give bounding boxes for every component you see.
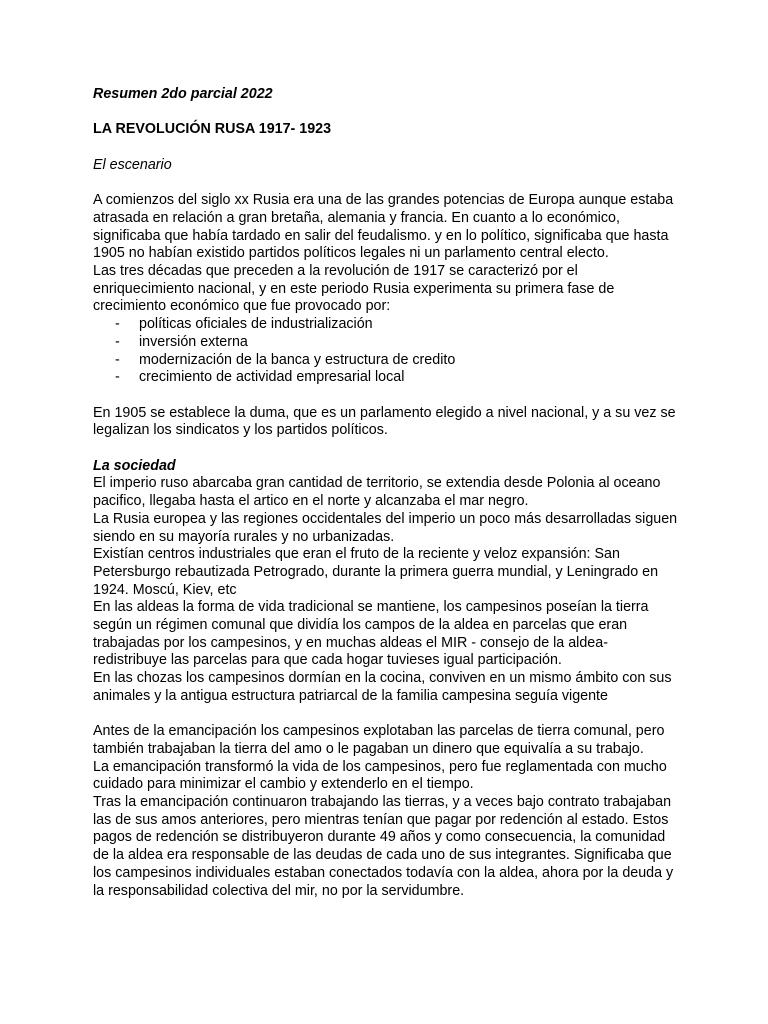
spacer: [93, 387, 708, 405]
text-line: En 1905 se establece la duma, que es un parlamento elegido a nivel nacional, y a su vez se: [93, 404, 676, 421]
text-line: siendo en su mayoría rurales y no urbanizadas.: [93, 528, 395, 545]
paragraph-intro: [93, 192, 708, 316]
spacer: [93, 104, 708, 122]
list-item: - inversión externa: [93, 334, 708, 352]
text-line: las de sus amos anteriores, pero mientras tenían que pagar por redención al estado. Estos: [93, 811, 669, 828]
spacer: [93, 139, 708, 157]
text-line: En las aldeas la forma de vida tradicional se mantiene, los campesinos poseían la tierra: [93, 599, 649, 616]
text-line: 1905 no habían existido partidos políticos legales ni un parlamento central electo.: [93, 245, 609, 262]
text-line: crecimiento económico que fue provocado por:: [93, 298, 391, 315]
text-line: redistribuye las parcelas para que cada hogar tuvieses igual participación.: [93, 652, 562, 669]
text-line: Las tres décadas que preceden a la revolución de 1917 se caracterizó por el: [93, 262, 578, 279]
list-item: - modernización de la banca y estructura de credito: [93, 352, 708, 370]
text-line: A comienzos del siglo xx Rusia era una de las grandes potencias de Europa aunque estaba: [93, 192, 674, 209]
text-line: significaba que había tardado en salir del feudalismo. y en lo político, significaba que hasta: [93, 227, 669, 244]
paragraph-sociedad: [93, 475, 708, 705]
text-line: La emancipación transformó la vida de los campesinos, pero fue reglamentada con mucho: [93, 758, 667, 775]
list-item: - crecimiento de actividad empresarial local: [93, 369, 708, 387]
text-line: los campesinos individuales estaban conectados todavía con la aldea, ahora por la deuda y: [93, 864, 674, 881]
text-line: La Rusia europea y las regiones occidentales del imperio un poco más desarrolladas siguen: [93, 510, 678, 527]
list-item: - políticas oficiales de industrialización: [93, 316, 708, 334]
paragraph-duma: [93, 405, 708, 440]
text-line: Antes de la emancipación los campesinos explotaban las parcelas de tierra comunal, pero: [93, 723, 665, 740]
text-line: pacifico, llegaba hasta el artico en el norte y alcanzaba el mar negro.: [93, 493, 529, 510]
growth-causes-list: [93, 316, 708, 387]
text-line: El imperio ruso abarcaba gran cantidad de territorio, se extendia desde Polonia al oceano: [93, 475, 661, 492]
paragraph-emancipacion: [93, 723, 708, 900]
section-heading: LA REVOLUCIÓN RUSA 1917- 1923: [93, 121, 332, 138]
spacer: [93, 174, 708, 192]
text-line: pagos de redención se distribuyeron durante 49 años y como consecuencia, la comunidad: [93, 829, 666, 846]
text-line: En las chozas los campesinos dormían en la cocina, conviven en un mismo ámbito con sus: [93, 670, 672, 687]
text-line: atrasada en relación a gran bretaña, alemania y francia. En cuanto a lo económico,: [93, 209, 620, 226]
text-line: animales y la antigua estructura patriarcal de la familia campesina seguía vigente: [93, 687, 608, 704]
text-line: Existían centros industriales que eran el fruto de la reciente y veloz expansión: San: [93, 546, 620, 563]
document-title: Resumen 2do parcial 2022: [93, 86, 273, 102]
spacer: [93, 440, 708, 458]
text-line: 1924. Moscú, Kiev, etc: [93, 581, 237, 598]
text-line: legalizan los sindicatos y los partidos políticos.: [93, 422, 388, 439]
spacer: [93, 706, 708, 724]
text-line: Tras la emancipación continuaron trabajando las tierras, y a veces bajo contrato trabajaban: [93, 794, 672, 811]
text-line: según un régimen comunal que dividía los campos de la aldea en parcelas que eran: [93, 617, 628, 634]
text-line: trabajadas por los campesinos, y en muchas aldeas el MIR - consejo de la aldea-: [93, 634, 608, 651]
text-line: enriquecimiento nacional, y en este periodo Rusia experimenta su primera fase de: [93, 280, 615, 297]
text-line: de la aldea era responsable de las deudas de cada uno de sus integrantes. Significaba que: [93, 847, 672, 864]
text-line: cuidado para minimizar el cambio y extenderlo en el tiempo.: [93, 776, 474, 793]
subsection-sociedad: La sociedad: [93, 457, 176, 474]
text-line: también trabajaban la tierra del amo o le pagaban un dinero que equivalía a su trabajo.: [93, 740, 644, 757]
text-line: Petersburgo rebautizada Petrogrado, durante la primera guerra mundial, y Leningrado en: [93, 563, 659, 580]
subsection-escenario: El escenario: [93, 156, 172, 173]
text-line: la responsabilidad colectiva del mir, no por la servidumbre.: [93, 882, 465, 899]
